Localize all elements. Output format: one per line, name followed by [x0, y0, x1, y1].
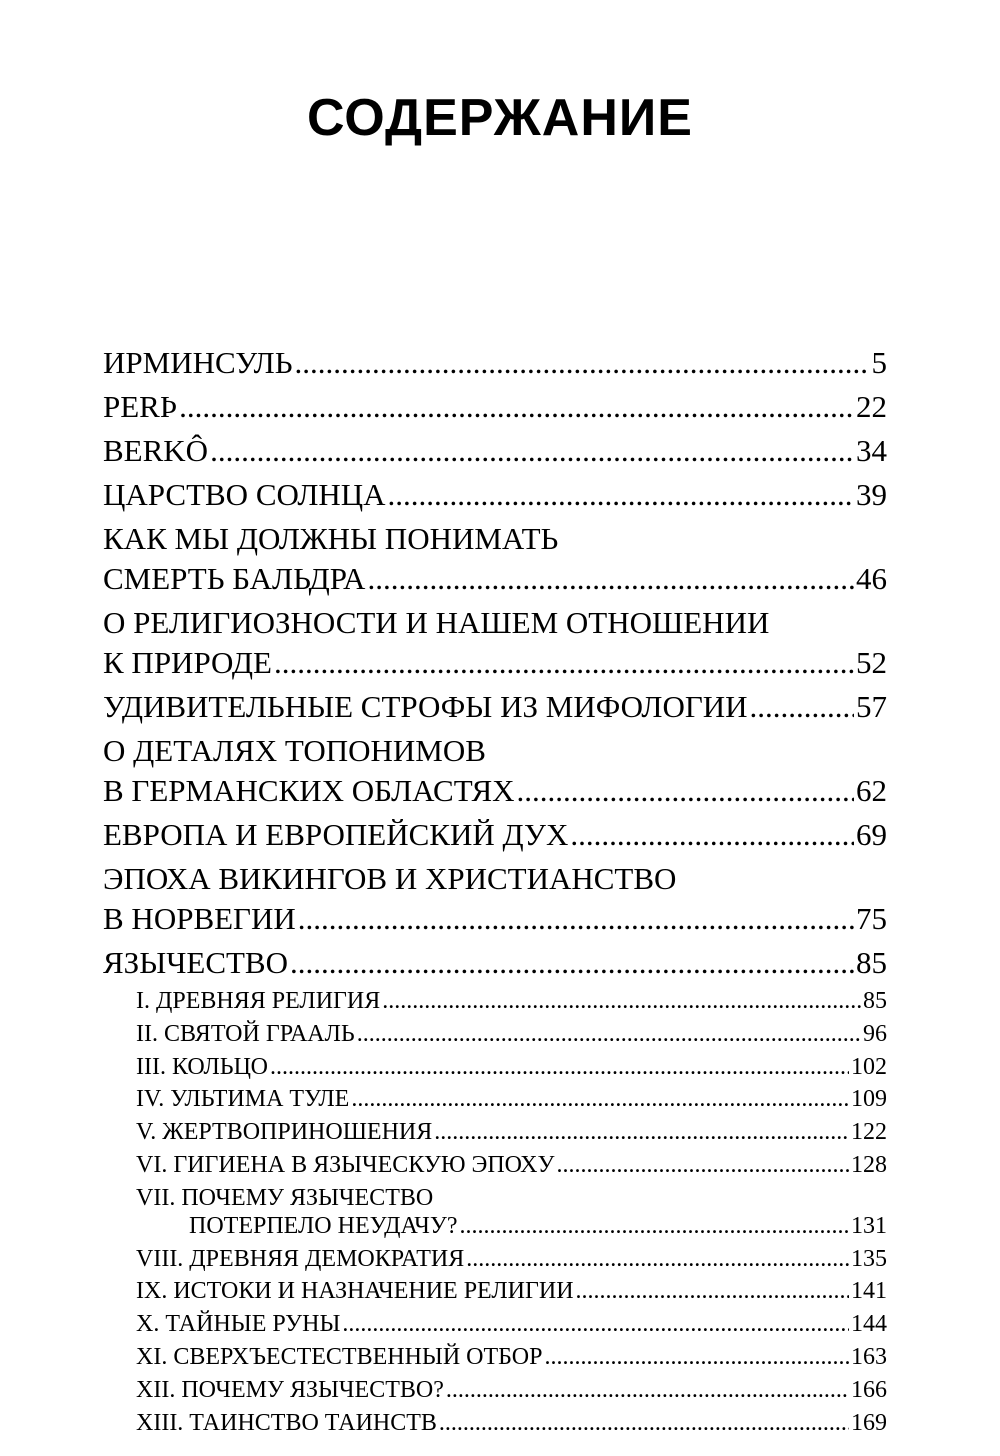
toc-subentry-label: XIII. ТАИНСТВО ТАИНСТВ — [136, 1409, 437, 1436]
toc-entry-page: 34 — [856, 433, 887, 468]
toc-subentry-label: II. СВЯТОЙ ГРААЛЬ — [136, 1020, 355, 1047]
leader-dots — [179, 387, 854, 427]
toc-subentry[interactable] — [103, 1376, 887, 1404]
toc-subentry[interactable] — [103, 1085, 887, 1113]
toc-subentry[interactable] — [103, 1118, 887, 1146]
toc-subentry-label: I. ДРЕВНЯЯ РЕЛИГИЯ — [136, 988, 381, 1014]
leader-dots — [342, 1310, 849, 1338]
toc-entry-label: ЯЗЫЧЕСТВО — [103, 945, 289, 980]
toc-entry-berko[interactable] — [103, 431, 887, 471]
toc-subentry[interactable] — [103, 1184, 887, 1240]
toc-subentry[interactable] — [103, 1245, 887, 1273]
toc-subentry[interactable] — [103, 1277, 887, 1305]
toc-entry-label: ЕВРОПА И ЕВРОПЕЙСКИЙ ДУХ — [103, 817, 569, 852]
toc-entry-baldr-death[interactable] — [103, 519, 887, 599]
toc-subentry-label: XI. СВЕРХЪЕСТЕСТВЕННЫЙ ОТБОР — [136, 1343, 543, 1370]
toc-entry-toponyms[interactable] — [103, 731, 887, 811]
toc-subentry-label: VI. ГИГИЕНА В ЯЗЫЧЕСКУЮ ЭПОХУ — [136, 1151, 555, 1178]
toc-entry-paganism[interactable] — [103, 943, 887, 983]
toc-entry-mythology-stanzas[interactable] — [103, 687, 887, 727]
toc-subentry[interactable] — [103, 1310, 887, 1338]
toc-subentry[interactable] — [103, 1151, 887, 1179]
toc-entry-perth[interactable] — [103, 387, 887, 427]
leader-dots — [298, 899, 854, 939]
toc-entry-label: В ГЕРМАНСКИХ ОБЛАСТЯХ — [103, 773, 515, 808]
toc-entry-label: СМЕРТЬ БАЛЬДРА — [103, 561, 366, 596]
leader-dots — [576, 1277, 849, 1305]
toc-entry-label-first-line: О РЕЛИГИОЗНОСТИ И НАШЕМ ОТНОШЕНИИ — [103, 605, 770, 640]
page-title: СОДЕРЖАНИЕ — [307, 89, 693, 147]
toc-entry-label: ЦАРСТВО СОЛНЦА — [103, 477, 386, 512]
toc-subentry-page: 109 — [851, 1086, 887, 1113]
leader-dots — [466, 1245, 849, 1273]
toc-subentry[interactable] — [103, 1053, 887, 1081]
leader-dots — [388, 475, 854, 515]
toc-subentry[interactable] — [103, 1020, 887, 1048]
leader-dots — [382, 987, 861, 1015]
toc-entry-viking-age[interactable] — [103, 859, 887, 939]
leader-dots — [459, 1212, 849, 1240]
toc-subentry-page: 96 — [863, 1020, 887, 1047]
toc-entry-page: 69 — [856, 817, 887, 852]
toc-subentry-label: IV. УЛЬТИМА ТУЛЕ — [136, 1086, 350, 1113]
toc-subentry-page: 144 — [851, 1311, 887, 1338]
leader-dots — [434, 1118, 849, 1146]
toc-subentry-label-first-line: VII. ПОЧЕМУ ЯЗЫЧЕСТВО — [136, 1184, 434, 1211]
toc-subentry-page: 85 — [863, 988, 887, 1014]
toc-entry-page: 39 — [856, 477, 887, 512]
toc-subentry-label: XII. ПОЧЕМУ ЯЗЫЧЕСТВО? — [136, 1376, 444, 1403]
toc-entry-sun-kingdom[interactable] — [103, 475, 887, 515]
table-of-contents — [103, 343, 887, 1441]
toc-subentry-page: 141 — [851, 1278, 887, 1305]
toc-subentry[interactable] — [103, 1409, 887, 1437]
leader-dots — [351, 1085, 849, 1113]
toc-subentry-page: 166 — [851, 1376, 887, 1403]
toc-entry-page: 22 — [856, 389, 887, 424]
toc-entry-europe-spirit[interactable] — [103, 815, 887, 855]
toc-entry-label: PERÞ — [103, 389, 178, 424]
toc-entry-page: 57 — [856, 689, 887, 724]
toc-entry-label: В НОРВЕГИИ — [103, 901, 296, 936]
toc-entry-label-first-line: КАК МЫ ДОЛЖНЫ ПОНИМАТЬ — [103, 521, 559, 556]
leader-dots — [439, 1409, 849, 1437]
leader-dots — [210, 431, 854, 471]
toc-entry-label-first-line: ЭПОХА ВИКИНГОВ И ХРИСТИАНСТВО — [103, 861, 677, 896]
toc-subentry-label: VIII. ДРЕВНЯЯ ДЕМОКРАТИЯ — [136, 1245, 465, 1272]
toc-subentry-page: 102 — [851, 1053, 887, 1080]
toc-subentry-label: IX. ИСТОКИ И НАЗНАЧЕНИЕ РЕЛИГИИ — [136, 1278, 574, 1305]
toc-entry-page: 85 — [856, 945, 887, 980]
leader-dots — [290, 943, 854, 983]
toc-entry-religiosity-nature[interactable] — [103, 603, 887, 683]
leader-dots — [270, 1053, 849, 1081]
toc-subentry-label: X. ТАЙНЫЕ РУНЫ — [136, 1311, 341, 1338]
leader-dots — [357, 1020, 861, 1048]
leader-dots — [295, 343, 870, 383]
toc-subentry[interactable] — [103, 1343, 887, 1371]
toc-entry-page: 46 — [856, 561, 887, 596]
toc-subentry-page: 128 — [851, 1151, 887, 1178]
toc-subentry-page: 135 — [851, 1245, 887, 1272]
leader-dots — [544, 1343, 849, 1371]
toc-entry-page: 52 — [856, 645, 887, 680]
toc-entry-label: УДИВИТЕЛЬНЫЕ СТРОФЫ ИЗ МИФОЛОГИИ — [103, 689, 748, 724]
toc-entry-page: 5 — [871, 345, 887, 380]
toc-subentry[interactable] — [103, 987, 887, 1015]
leader-dots — [556, 1151, 849, 1179]
leader-dots — [367, 559, 854, 599]
toc-subentry-label: ПОТЕРПЕЛО НЕУДАЧУ? — [189, 1212, 458, 1239]
leader-dots — [750, 687, 854, 727]
leader-dots — [446, 1376, 849, 1404]
leader-dots — [517, 771, 854, 811]
toc-subentry-label: V. ЖЕРТВОПРИНОШЕНИЯ — [136, 1119, 433, 1146]
toc-subentry-page: 163 — [851, 1343, 887, 1370]
toc-entry-label: BERKÔ — [103, 433, 209, 468]
toc-entry-page: 75 — [856, 901, 887, 936]
toc-subentry-page: 169 — [851, 1409, 887, 1436]
toc-subentry-label: III. КОЛЬЦО — [136, 1053, 268, 1080]
toc-entry-label-first-line: О ДЕТАЛЯХ ТОПОНИМОВ — [103, 733, 486, 768]
toc-entry-label: ИРМИНСУЛЬ — [103, 345, 293, 380]
toc-entry-page: 62 — [856, 773, 887, 808]
toc-subentry-page: 131 — [851, 1212, 887, 1239]
leader-dots — [274, 643, 854, 683]
toc-subentry-page: 122 — [851, 1119, 887, 1146]
toc-entry-irminsul[interactable] — [103, 343, 887, 383]
leader-dots — [570, 815, 854, 855]
toc-entry-label: К ПРИРОДЕ — [103, 645, 272, 680]
